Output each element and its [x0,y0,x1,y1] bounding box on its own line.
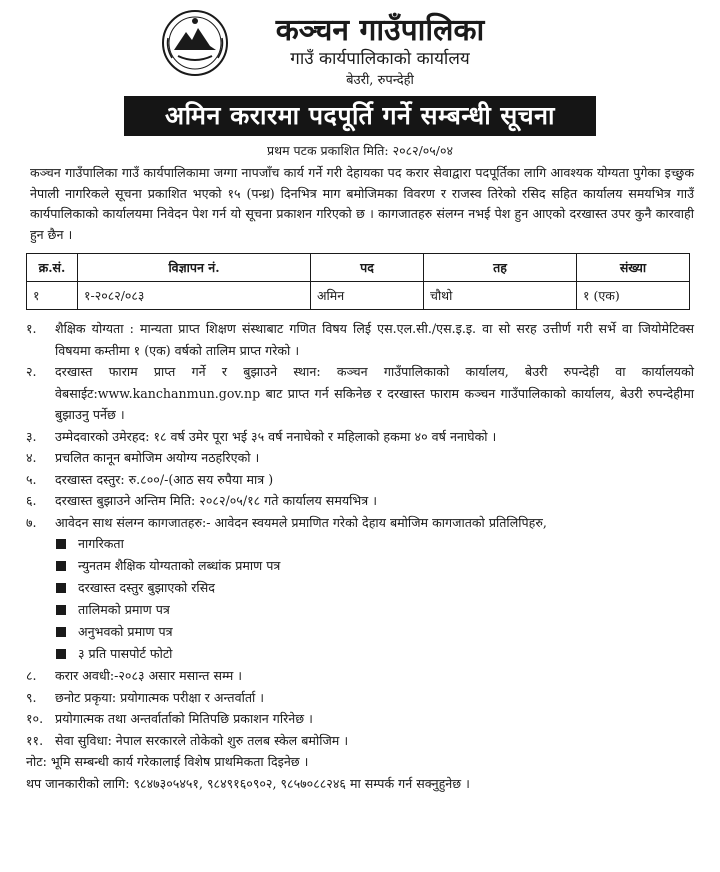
list-item [26,447,694,469]
square-bullet-icon [56,583,66,593]
list-item [26,687,694,709]
item-number: ६. [26,493,37,508]
intro-paragraph: कञ्चन गाउँपालिका गाउँ कार्यपालिकामा जग्गा नापजाँच कार्य गर्ने गरी देहायका पद करार सेवाद्वारा पदपूर्तिका लागि आवश्यक योग्यता पुगेका इच्छुक नेपाली नागरिकले सूचना प्रकाशित भएको १५ (पन्ध्र) दिनभित्र माग बमोजिमका विवरण र राजस्व तिरेको रसिद सहित कार्यालय समयभित्र गाउँ कार्यपालिकाको कार्यालयमा निवेदन पेश गर्न यो सूचना प्रकाशन गरिएको छ । कागजातहरु संलग्न नभई पेश हुन आएको दरखास्त उपर कुनै कारवाही हुन छैन । [30,165,694,242]
item-text: दरखास्त दस्तुर: रु.८००/-(आठ सय रुपैया मात्र ) [55,471,274,487]
item-text: उम्मेदवारको उमेरहद: १८ वर्ष उमेर पूरा भई ३५ वर्ष ननाघेको र महिलाको हकमा ४० वर्ष ननाघेको । [55,428,497,444]
item-number: २. [26,364,37,379]
list-item [26,469,694,491]
item-number: ४. [26,450,37,465]
list-item [26,665,694,687]
notice-title: अमिन करारमा पदपूर्ति गर्ने सम्बन्धी सूचना [124,96,596,136]
item-text: आवेदन साथ संलग्न कागजातहरु:- आवेदन स्वयमले प्रमाणित गरेको देहाय बमोजिम कागजातको प्रतिलिपिहरु, [55,514,547,530]
item-text: प्रचलित कानून बमोजिम अयोग्य नठहरिएको । [55,450,260,465]
item-text: प्रयोगात्मक तथा अन्तर्वार्ताको मितिपछि प्रकाशन गरिनेछ । [55,711,313,726]
table-cell: अमिन [311,282,424,310]
table-cell: १ (एक) [577,282,690,310]
document-label: न्युनतम शैक्षिक योग्यताको लब्धांक प्रमाण पत्र [78,558,281,573]
note-text: नोट: भूमि सम्बन्धी कार्य गरेकालाई विशेष प्राथमिकता दिइनेछ । [26,754,309,769]
item-number: १०. [26,711,44,726]
item-number: ७. [26,514,37,530]
item-number: ५. [26,471,37,487]
document-label: ३ प्रति पासपोर्ट फोटो [78,646,173,661]
square-bullet-icon [56,649,66,659]
square-bullet-icon [56,627,66,637]
list-item [26,361,694,426]
item-number: ८. [26,668,37,683]
item-text: सेवा सुविधा: नेपाल सरकारले तोकेको शुरु तलब स्केल बमोजिम । [55,732,349,748]
list-item [26,708,694,730]
item-number: ११. [26,732,44,748]
document-label: तालिमको प्रमाण पत्र [78,602,170,617]
item-text: करार अवधी:-२०८३ असार मसान्त सम्म । [55,668,243,683]
document-item [56,533,694,555]
list-item [26,512,694,534]
document-label: अनुभवको प्रमाण पत्र [78,624,173,639]
table-header-row [27,254,690,282]
item-number: ९. [26,689,37,705]
col-header: क्र.सं. [27,254,78,282]
list-item [26,426,694,448]
document-item [56,555,694,577]
item-text: दरखास्त बुझाउने अन्तिम मिति: २०८२/०५/१८ गते कार्यालय समयभित्र । [55,493,377,508]
office-name: गाउँ कार्यपालिकाको कार्यालय [290,49,470,69]
table-row [27,282,690,310]
square-bullet-icon [56,539,66,549]
item-text: दरखास्त फाराम प्राप्त गर्ने र बुझाउने स्थान: कञ्चन गाउँपालिकाको कार्यालय, बेउरी रुपन्देही वा कार्यालयको वेबसाईट:www.kanchanmun.gov.np बाट प्राप्त गर्न सकिनेछ र दरखास्त फाराम कञ्चन गाउँपालिकाको कार्यालय, बेउरी रुपन्देहीमा बुझाउनु पर्नेछ । [55,364,694,422]
col-header: विज्ञापन नं. [78,254,311,282]
list-item [26,490,694,512]
document-item [56,643,694,665]
publication-date: प्रथम पटक प्रकाशित मिति: २०८२/०५/०४ [267,143,453,158]
table-cell: चौथो [424,282,577,310]
documents-list [56,533,694,665]
document-item [56,577,694,599]
table-cell: १-२०८२/०८३ [78,282,311,310]
square-bullet-icon [56,605,66,615]
org-name: कञ्चन गाउँपालिका [275,13,485,48]
col-header: संख्या [577,254,690,282]
table-cell: १ [27,282,78,310]
document-label: नागरिकता [78,536,124,551]
item-text: शैक्षिक योग्यता : मान्यता प्राप्त शिक्षण संस्थाबाट गणित विषय लिई एस.एल.सी./एस.इ.इ. वा सो सरह उत्तीर्ण गरी सर्भे वा जियोमेटिक्स विषयमा कम्तीमा १ (एक) वर्षको तालिम प्राप्त गरेको । [55,321,694,358]
letterhead [0,0,720,96]
item-number: १. [26,321,37,336]
item-number: ३. [26,428,37,444]
document-item [56,599,694,621]
col-header: तह [424,254,577,282]
square-bullet-icon [56,561,66,571]
contact-text: थप जानकारीको लागि: ९८४७३०५४५१, ९८४९१६०९०२, ९८५७०८८२४६ मा सम्पर्क गर्न सक्नुहुनेछ । [26,775,470,791]
document-item [56,621,694,643]
vacancy-table [26,253,690,310]
item-text: छनोट प्रकृया: प्रयोगात्मक परीक्षा र अन्तर्वार्ता । [55,689,265,705]
col-header: पद [311,254,424,282]
list-item [26,318,694,361]
list-item [26,730,694,752]
requirements-list [26,318,694,751]
office-address: बेउरी, रुपन्देही [346,73,414,88]
document-label: दरखास्त दस्तुर बुझाएको रसिद [78,580,215,595]
